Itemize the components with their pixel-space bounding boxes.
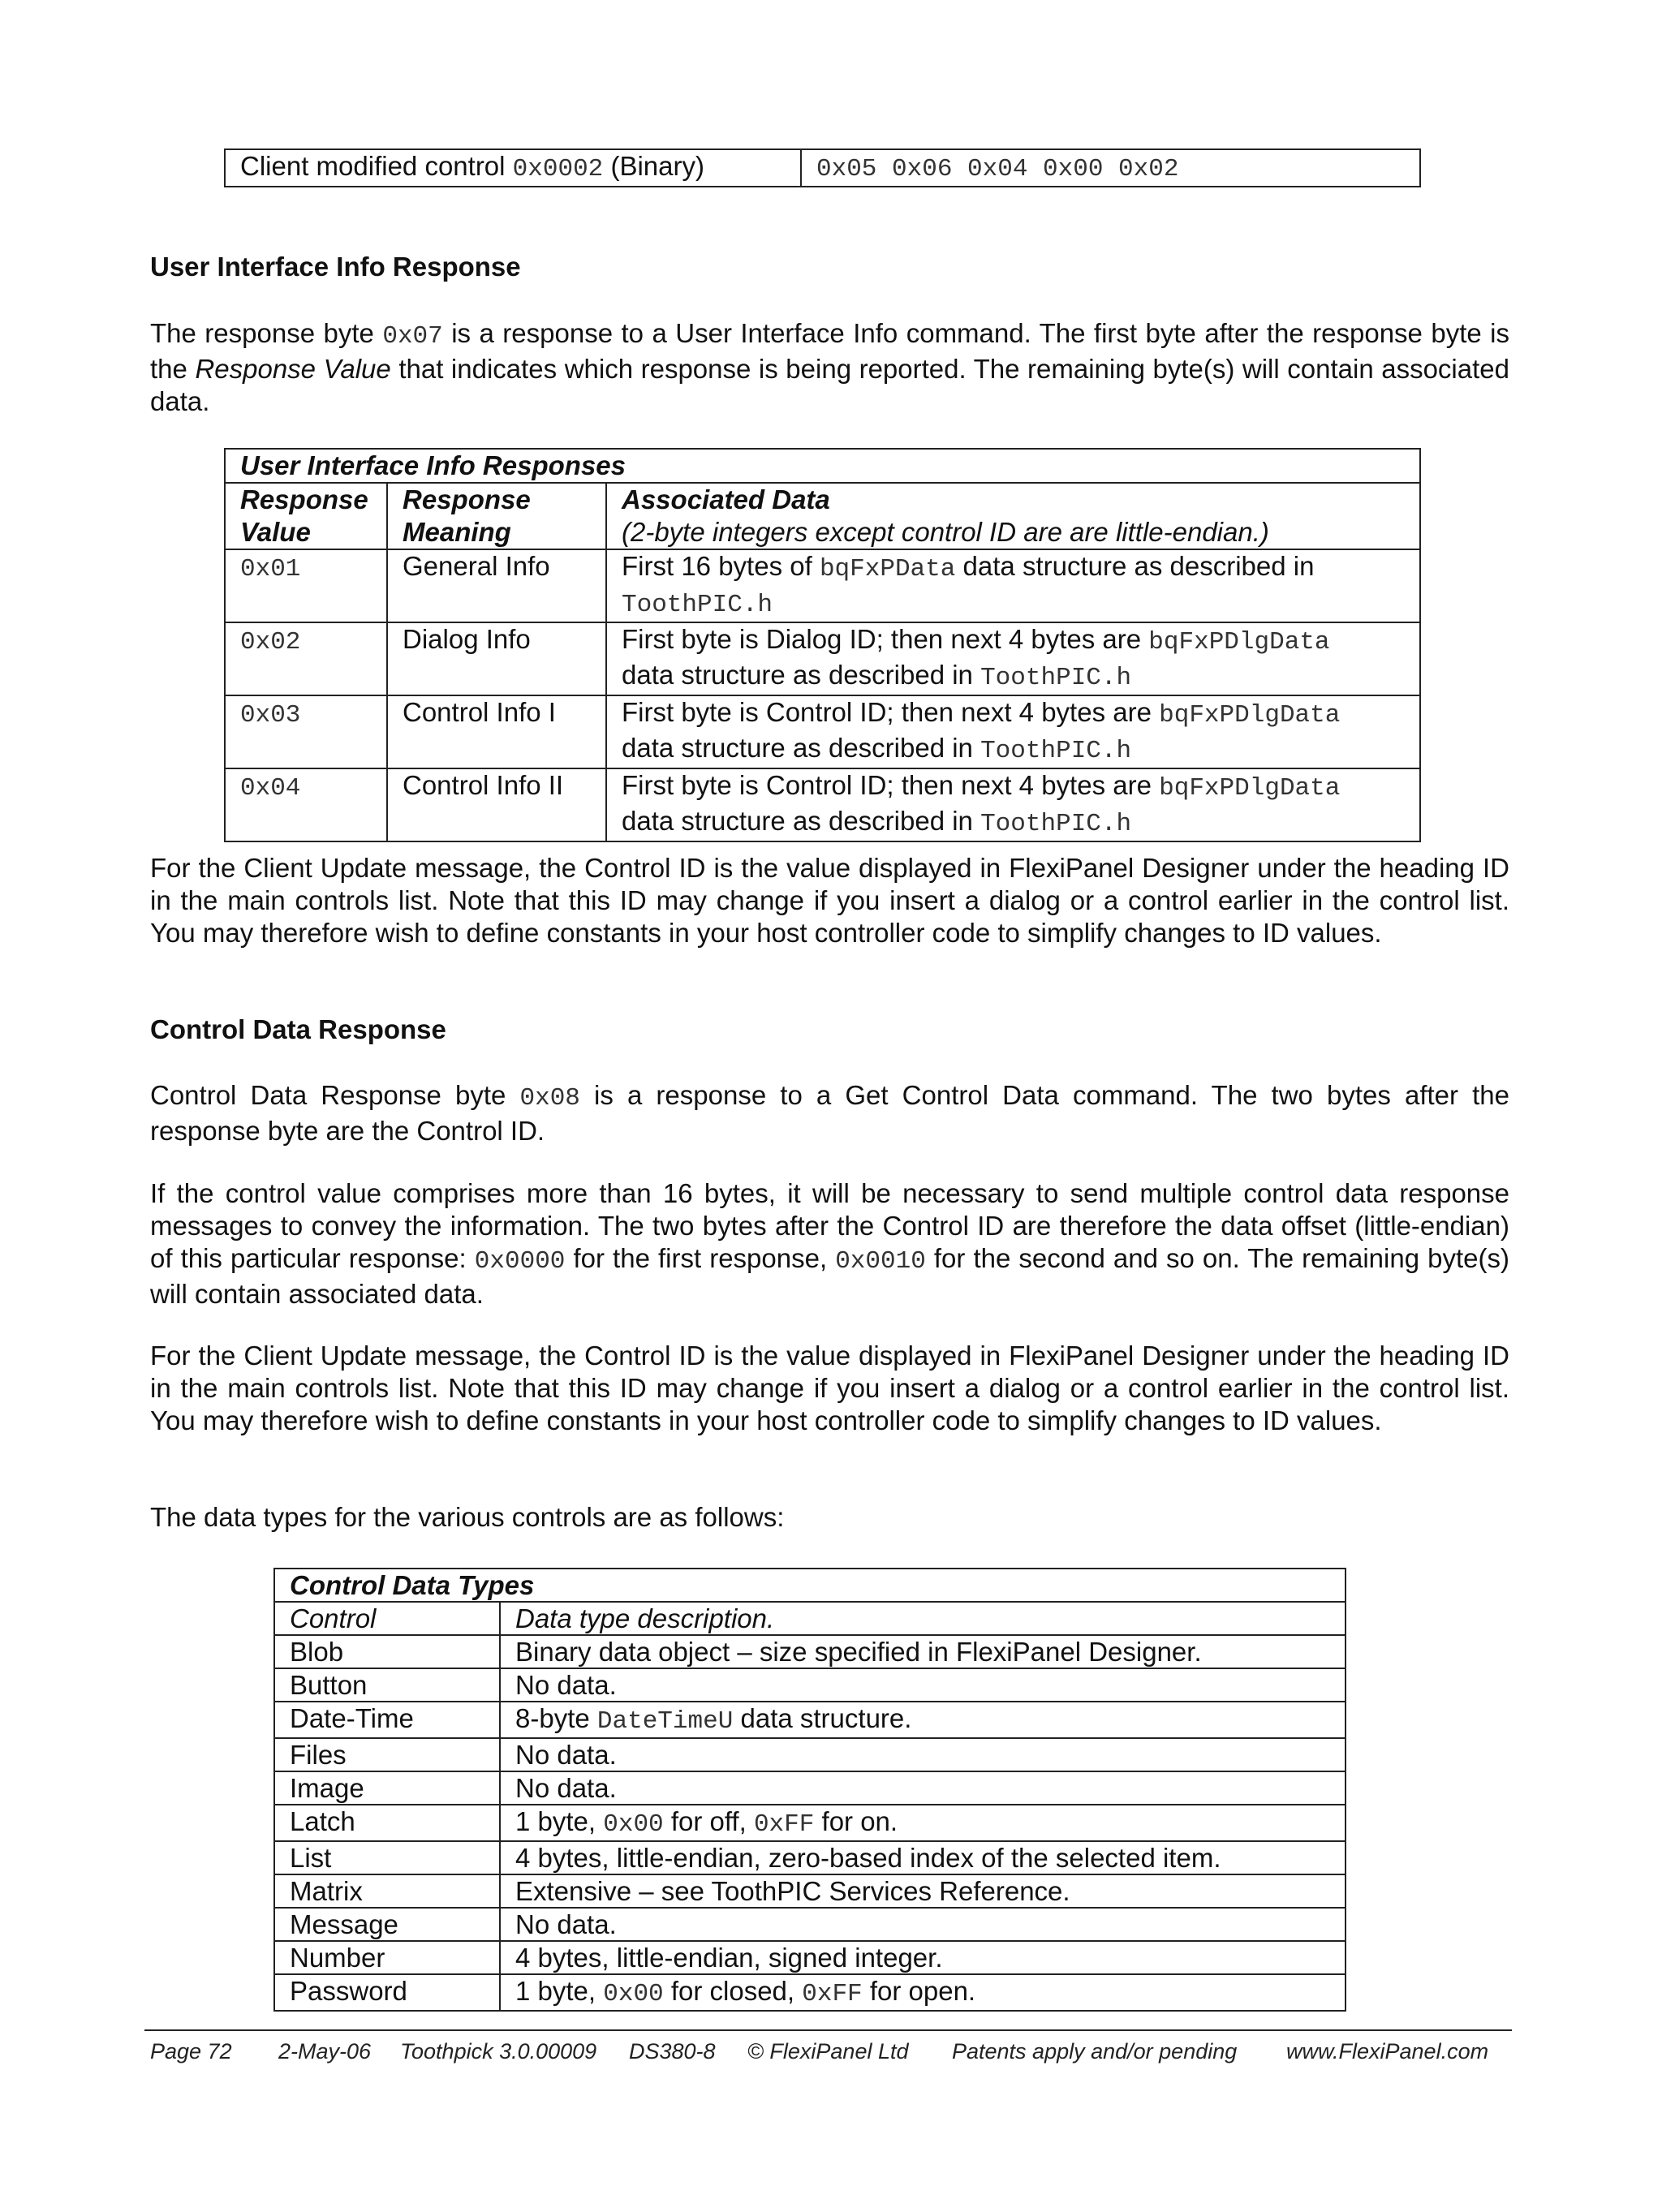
control-data-paragraph-1: Control Data Response byte 0x08 is a response to a Get Control Data command. The two bytes after the response byte are the Control ID. <box>150 1080 1509 1146</box>
header-control: Control <box>274 1602 500 1635</box>
table-row <box>274 1702 1346 1738</box>
cell-control: Message <box>274 1908 500 1941</box>
cell-description: 4 bytes, little-endian, signed integer. <box>500 1941 1346 1974</box>
cell-value: 0x04 <box>225 768 387 841</box>
table-row <box>225 149 1420 187</box>
table-row <box>225 549 1420 622</box>
header-response-value: Response Value <box>225 483 387 549</box>
table-row <box>274 1771 1346 1805</box>
footer-doc-id: DS380-8 <box>629 2039 716 2064</box>
cell-description: 1 byte, 0x00 for closed, 0xFF for open. <box>500 1974 1346 2011</box>
ui-info-responses-table <box>224 448 1421 842</box>
control-data-paragraph-4: The data types for the various controls are as follows: <box>150 1502 785 1532</box>
table-row <box>274 1738 1346 1771</box>
cell-data: First 16 bytes of bqFxPData data structure as described in ToothPIC.h <box>606 549 1420 622</box>
header-response-meaning: Response Meaning <box>387 483 606 549</box>
cell-meaning: Dialog Info <box>387 622 606 695</box>
table-row <box>274 1874 1346 1908</box>
header-description: Data type description. <box>500 1602 1346 1635</box>
cell-meaning: Control Info II <box>387 768 606 841</box>
cell-description: No data. <box>500 1908 1346 1941</box>
cell-description: Extensive – see ToothPIC Services Reference. <box>500 1874 1346 1908</box>
table-row <box>274 1668 1346 1702</box>
cell-description: Binary data object – size specified in FlexiPanel Designer. <box>500 1635 1346 1668</box>
client-update-paragraph: For the Client Update message, the Control ID is the value displayed in FlexiPanel Designer under the heading ID in the main controls list. Note that this ID may change if you insert a dialog or a control earlier in the control list. You may therefore wish to define constants in your host controller code to simplify changes to ID values. <box>150 853 1509 948</box>
footer-copyright: © FlexiPanel Ltd <box>747 2039 909 2064</box>
ui-info-paragraph: The response byte 0x07 is a response to a User Interface Info command. The first byte after the response byte is the Response Value that indicates which response is being reported. The remaining byte(s) will contain associated data. <box>150 318 1510 416</box>
table-row <box>274 1805 1346 1841</box>
cell-value: 0x01 <box>225 549 387 622</box>
header-associated-data: Associated Data (2-byte integers except control ID are are little-endian.) <box>606 483 1420 549</box>
footer-product: Toothpick 3.0.00009 <box>400 2039 597 2064</box>
table-row <box>225 622 1420 695</box>
table-row <box>274 1841 1346 1874</box>
cell-description: 4 bytes, little-endian, zero-based index of the selected item. <box>500 1841 1346 1874</box>
cell-control: Matrix <box>274 1874 500 1908</box>
table-row <box>274 1635 1346 1668</box>
table-cell-value: 0x05 0x06 0x04 0x00 0x02 <box>801 149 1420 187</box>
table-row <box>225 768 1420 841</box>
table-title: Control Data Types <box>274 1569 1346 1602</box>
cell-meaning: Control Info I <box>387 695 606 768</box>
table-row <box>274 1974 1346 2011</box>
cell-value: 0x02 <box>225 622 387 695</box>
cell-value: 0x03 <box>225 695 387 768</box>
cell-description: 8-byte DateTimeU data structure. <box>500 1702 1346 1738</box>
cell-data: First byte is Control ID; then next 4 bytes are bqFxPDlgData data structure as described in ToothPIC.h <box>606 695 1420 768</box>
cell-control: Number <box>274 1941 500 1974</box>
control-data-types-table <box>273 1568 1346 2012</box>
cell-data: First byte is Control ID; then next 4 bytes are bqFxPDlgData data structure as described in ToothPIC.h <box>606 768 1420 841</box>
cell-control: Password <box>274 1974 500 2011</box>
table-title: User Interface Info Responses <box>225 449 1420 483</box>
cell-description: No data. <box>500 1668 1346 1702</box>
cell-control: Files <box>274 1738 500 1771</box>
cell-control: Latch <box>274 1805 500 1841</box>
cell-data: First byte is Dialog ID; then next 4 bytes are bqFxPDlgData data structure as described in ToothPIC.h <box>606 622 1420 695</box>
footer-patents: Patents apply and/or pending <box>952 2039 1238 2064</box>
table-title-row <box>225 449 1420 483</box>
cell-control: Date-Time <box>274 1702 500 1738</box>
cell-control: Image <box>274 1771 500 1805</box>
cell-control: List <box>274 1841 500 1874</box>
footer-date: 2-May-06 <box>278 2039 372 2064</box>
table-row <box>274 1908 1346 1941</box>
control-data-paragraph-2: If the control value comprises more than 16 bytes, it will be necessary to send multiple control data response messages to convey the information. The two bytes after the Control ID are therefore the data offset (little-endian) of this particular response: 0x0000 for the first response, 0x0010 for the second and so on. The remaining byte(s) will contain associated data. <box>150 1178 1509 1309</box>
control-data-paragraph-3: For the Client Update message, the Control ID is the value displayed in FlexiPanel Designer under the heading ID in the main controls list. Note that this ID may change if you insert a dialog or a control earlier in the control list. You may therefore wish to define constants in your host controller code to simplify changes to ID values. <box>150 1341 1509 1435</box>
table-title-row <box>274 1569 1346 1602</box>
cell-control: Button <box>274 1668 500 1702</box>
cell-control: Blob <box>274 1635 500 1668</box>
cell-description: No data. <box>500 1738 1346 1771</box>
section-heading-control-data: Control Data Response <box>150 1014 446 1044</box>
section-heading-ui-info: User Interface Info Response <box>150 252 521 282</box>
client-modified-table <box>224 148 1421 187</box>
cell-description: No data. <box>500 1771 1346 1805</box>
cell-meaning: General Info <box>387 549 606 622</box>
footer-divider <box>144 2029 1512 2031</box>
table-header-row <box>274 1602 1346 1635</box>
table-row <box>225 695 1420 768</box>
footer-page-number: Page 72 <box>150 2039 232 2064</box>
footer-url: www.FlexiPanel.com <box>1286 2039 1489 2064</box>
table-row <box>274 1941 1346 1974</box>
table-header-row <box>225 483 1420 549</box>
cell-description: 1 byte, 0x00 for off, 0xFF for on. <box>500 1805 1346 1841</box>
table-cell-label: Client modified control 0x0002 (Binary) <box>225 149 801 187</box>
